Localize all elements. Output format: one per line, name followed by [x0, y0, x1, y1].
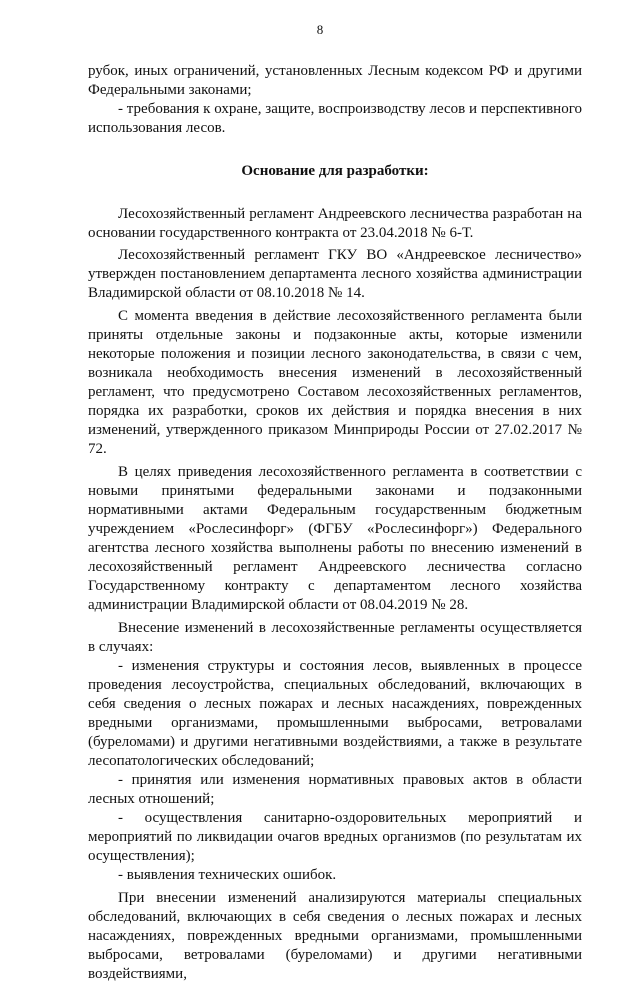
page-body	[88, 62, 582, 984]
paragraph-basis-contract: Лесохозяйственный регламент Андреевского лесничества разработан на основании государственного контракта от 23.04.2018 № 6-Т.	[88, 206, 582, 241]
paragraph-approval: Лесохозяйственный регламент ГКУ ВО «Андреевское лесничество» утвержден постановлением департамента лесного хозяйства администрации Владимирской области от 08.10.2018 № 14.	[88, 247, 582, 301]
paragraph-legislation-changes: С момента введения в действие лесохозяйственного регламента были приняты отдельные законы и подзаконные акты, которые изменили некоторые положения и позиции лесного законодательства, в связи с чем, возникала необходимость внесения изменений в лесохозяйственный регламент, что предусмотрено Составом лесохозяйственных регламентов, порядка их разработки, сроков их действия и порядка внесения в них изменений, утвержденного приказом Минприроды России от 27.02.2017 № 72.	[88, 308, 582, 457]
list-item-legal-acts: - принятия или изменения нормативных правовых актов в области лесных отношений;	[88, 772, 582, 807]
paragraph-analysis-materials: При внесении изменений анализируются материалы специальных обследований, включающих в себя сведения о лесных пожарах и лесных насаждениях, поврежденных вредными организмами, промышленными выбросами, ветровалами (буреломами) и другими негативными воздействиями,	[88, 890, 582, 982]
paragraph-continuation: рубок, иных ограничений, установленных Лесным кодексом РФ и другими Федеральными законами;	[88, 63, 582, 98]
paragraph-rosleinforg-works: В целях приведения лесохозяйственного регламента в соответствии с новыми принятыми федеральными законами и подзаконными нормативными актами Федеральным государственным бюджетным учреждением «Рослесинфорг» (ФГБУ «Рослесинфорг») Федерального агентства лесного хозяйства выполнены работы по внесению изменений в лесохозяйственный регламент Андреевского лесничества согласно Государственному контракту с департаментом лесного хозяйства администрации Владимирской области от 08.04.2019 № 28.	[88, 464, 582, 613]
section-heading: Основание для разработки:	[241, 163, 429, 179]
list-item-sanitary-measures: - осуществления санитарно-оздоровительных мероприятий и мероприятий по ликвидации очагов вредных организмов (по результатам их осуществления);	[88, 810, 582, 864]
paragraph-cases-intro: Внесение изменений в лесохозяйственные регламенты осуществляется в случаях:	[88, 620, 582, 655]
page-number: 8	[316, 22, 324, 37]
list-item-forest-structure: - изменения структуры и состояния лесов, выявленных в процессе проведения лесоустройства, специальных обследований, включающих в себя сведения о лесных пожарах и лесных насаждениях, поврежденных вредными организмами, промышленными выбросами, ветровалами (буреломами) и другими негативными воздействиями, а также в результате лесопатологических обследований;	[88, 658, 582, 769]
list-item-technical-errors: - выявления технических ошибок.	[118, 867, 337, 883]
paragraph-requirements-item: - требования к охране, защите, воспроизводству лесов и перспективного использования лесов.	[88, 101, 582, 136]
